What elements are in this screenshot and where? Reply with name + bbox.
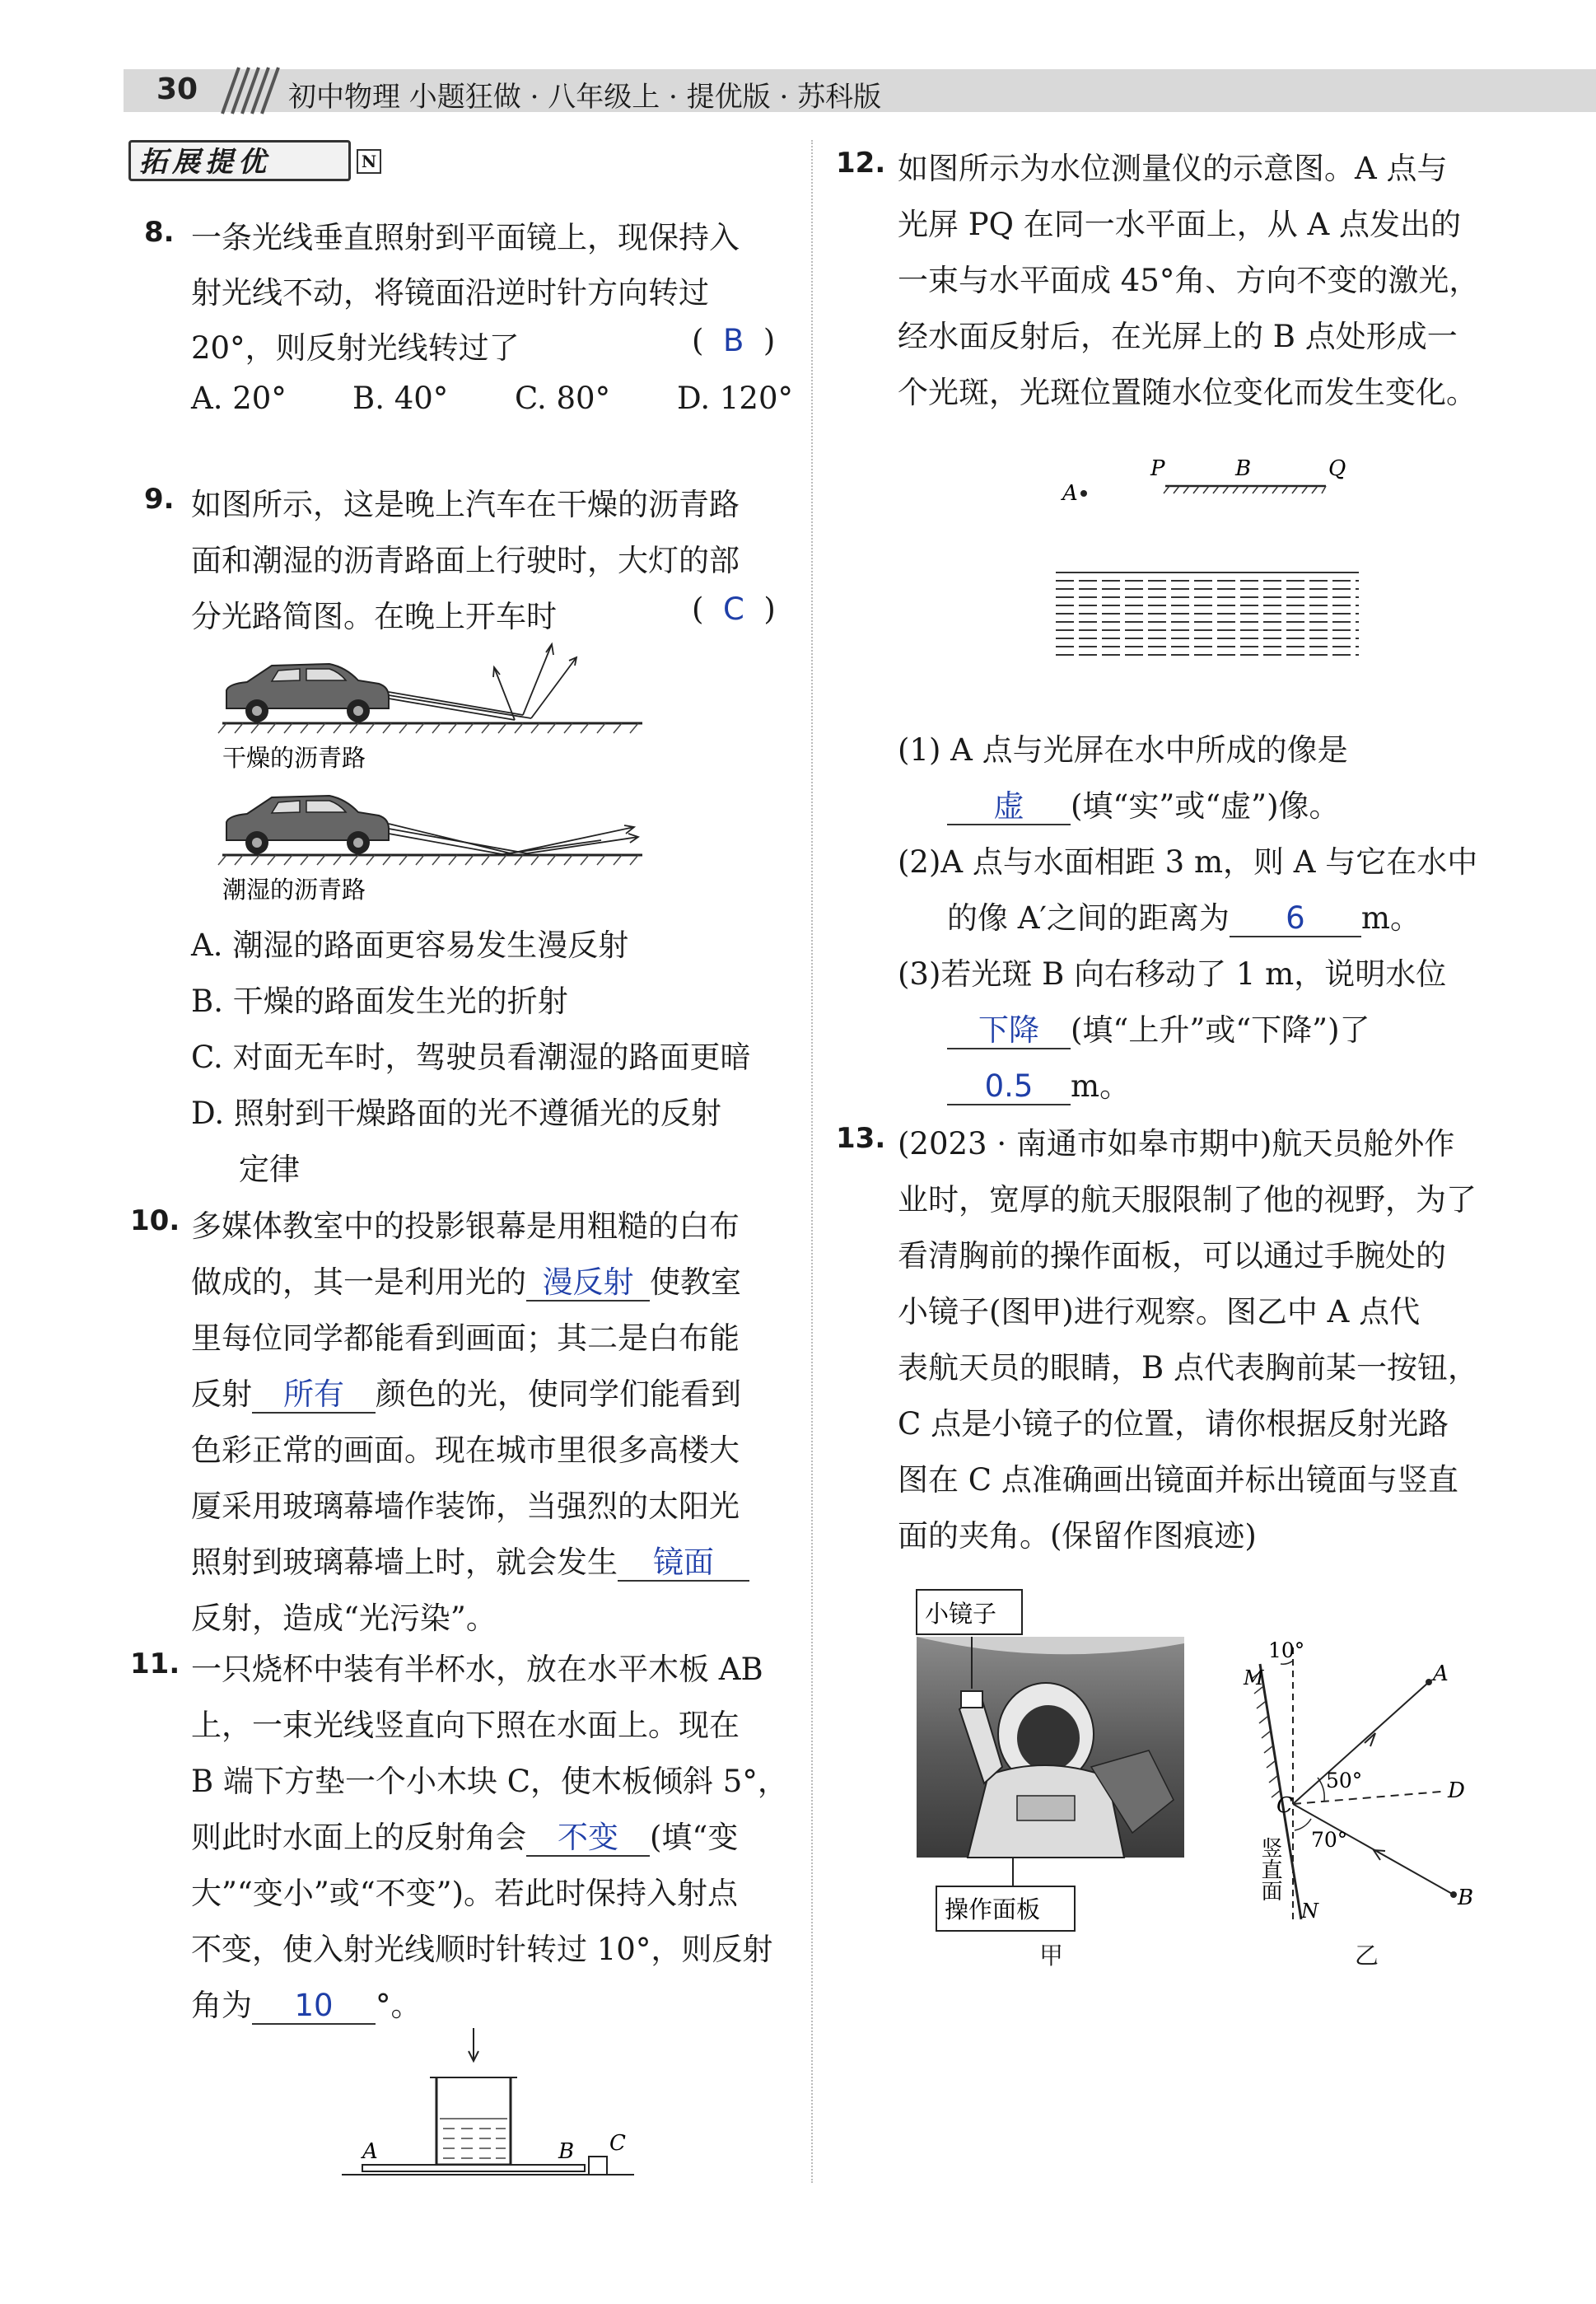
q11-line-2: 上，一束光线竖直向下照在水面上。现在	[191, 1708, 740, 1743]
q10-blank-1: 漫反射	[526, 1266, 650, 1302]
q13-line-1: (2023 · 南通市如皋市期中)航天员舱外作	[898, 1126, 1455, 1161]
n-badge-icon: N	[357, 149, 381, 174]
q13-line-2: 业时，宽厚的航天服限制了他的视野，为了	[898, 1182, 1477, 1217]
q12-line-1: 如图所示为水位测量仪的示意图。A 点与	[898, 151, 1448, 186]
column-divider	[811, 140, 813, 2183]
q13-caption-jia: 甲	[1039, 1942, 1064, 1970]
q12-sub3-line-2-text: (填“上升”或“下降”)了	[1071, 1012, 1370, 1048]
control-panel-icon	[1017, 1796, 1075, 1820]
q11-line-7b: °。	[376, 1988, 422, 2023]
q13-label-control-panel: 操作面板	[945, 1895, 1041, 1923]
q11-line-4b: (填“变	[650, 1820, 739, 1855]
q9-line-1: 如图所示，这是晚上汽车在干燥的沥青路	[191, 487, 740, 522]
q10-line-3: 里每位同学都能看到画面；其二是白布能	[191, 1320, 740, 1356]
q13-caption-yi: 乙	[1355, 1942, 1379, 1970]
q10-line-4	[191, 1369, 741, 1414]
q10-line-8: 反射，造成“光污染”。	[191, 1601, 497, 1636]
q10-line-6: 厦采用玻璃幕墙作装饰，当强烈的太阳光	[191, 1488, 740, 1524]
q13-label-vertical-plane: 竖直面	[1258, 1837, 1282, 1901]
q12-line-3: 一束与水平面成 45°角、方向不变的激光，	[898, 263, 1480, 298]
q11-line-1: 一只烧杯中装有半杯水，放在水平木板 AB	[191, 1652, 763, 1687]
q9-answer-bracket: ( C )	[692, 591, 776, 627]
q9-option-b: B. 干燥的路面发生光的折射	[191, 984, 568, 1019]
q9-option-a: A. 潮湿的路面更容易发生漫反射	[191, 928, 629, 963]
q12-water-body	[1056, 572, 1359, 655]
q11-line-5: 大”“变小”或“不变”)。若此时保持入射点	[191, 1876, 739, 1911]
q9-option-d: D. 照射到干燥路面的光不遵循光的反射	[191, 1096, 721, 1131]
q12-sub2-line-1: (2)A 点与水面相距 3 m，则 A 与它在水中	[898, 844, 1478, 880]
q12-fig-label-p: P	[1150, 456, 1165, 481]
q10-line-7	[191, 1537, 749, 1582]
q8-answer-bracket: ( B )	[692, 323, 776, 358]
q10-line-2b: 使教室	[650, 1264, 741, 1300]
q8-number: 8.	[144, 216, 175, 249]
q10-blank-3: 镜面	[618, 1546, 749, 1582]
q13-angle-50: 50°	[1326, 1769, 1363, 1792]
q13-reflection-diagram	[1235, 1639, 1515, 1928]
page-number: 30	[156, 72, 198, 106]
q8-line-1: 一条光线垂直照射到平面镜上，现保持入	[191, 220, 740, 255]
book-title: 初中物理 小题狂做 · 八年级上 · 提优版 · 苏科版	[288, 81, 882, 114]
q12-sub2-line-2	[947, 893, 1421, 937]
q8-option-a: A. 20°	[191, 381, 287, 416]
q13-line-8: 面的夹角。(保留作图痕迹)	[898, 1518, 1257, 1554]
q12-water-level-figure	[1054, 449, 1367, 671]
q11-line-4a: 则此时水面上的反射角会	[191, 1820, 526, 1855]
q13-angle-70: 70°	[1311, 1828, 1348, 1852]
wet-road-caption: 潮湿的沥青路	[222, 876, 366, 904]
q12-blank-1: 虚	[947, 790, 1071, 825]
q12-line-4: 经水面反射后，在光屏上的 B 点处形成一	[898, 319, 1458, 354]
q13-label-small-mirror: 小镜子	[925, 1600, 997, 1628]
q11-line-7a: 角为	[191, 1988, 252, 2023]
q13-astronaut-photo	[910, 1586, 1190, 1965]
wet-road-diagram	[218, 796, 642, 865]
q8-line-3: 20°，则反射光线转过了	[191, 330, 520, 366]
q13-line-6: C 点是小镜子的位置，请你根据反射光路	[898, 1406, 1449, 1442]
dry-road-diagram	[218, 644, 642, 733]
q11-blank-1: 不变	[526, 1821, 650, 1857]
q11-line-7	[191, 1980, 422, 2025]
q11-beaker-figure	[338, 2026, 642, 2183]
q13-label-d: D	[1448, 1778, 1465, 1803]
q9-number: 9.	[144, 483, 175, 516]
q13-label-n: N	[1301, 1900, 1318, 1923]
q10-line-1: 多媒体教室中的投影银幕是用粗糙的白布	[191, 1208, 740, 1244]
q9-option-c: C. 对面无车时，驾驶员看潮湿的路面更暗	[191, 1040, 751, 1075]
q12-blank-2: 6	[1230, 902, 1361, 937]
q13-line-5: 表航天员的眼睛，B 点代表胸前某一按钮，	[898, 1350, 1478, 1386]
q13-angle-10: 10°	[1268, 1639, 1305, 1662]
q12-sub1-line-2-text: (填“实”或“虚”)像。	[1071, 788, 1340, 824]
q9-line-2: 面和潮湿的沥青路面上行驶时，大灯的部	[191, 543, 740, 578]
q8-option-d: D. 120°	[677, 381, 793, 416]
q8-line-2: 射光线不动，将镜面沿逆时针方向转过	[191, 275, 709, 311]
q11-line-6: 不变，使入射光线顺时针转过 10°，则反射	[191, 1932, 773, 1967]
q12-sub3-line-2	[947, 1005, 1370, 1049]
q12-sub2-line-2-unit: m。	[1360, 900, 1421, 936]
q12-blank-3: 下降	[947, 1014, 1071, 1049]
q12-sub1-line-1: (1) A 点与光屏在水中所成的像是	[898, 732, 1348, 768]
q12-number: 12.	[836, 147, 886, 180]
q11-blank-2: 10	[252, 1989, 376, 2025]
q12-line-5: 个光斑，光斑位置随水位变化而发生变化。	[898, 375, 1477, 410]
section-label-text: 拓展提优	[139, 146, 271, 179]
q13-number: 13.	[836, 1122, 886, 1155]
q13-line-7: 图在 C 点准确画出镜面并标出镜面与竖直	[898, 1462, 1458, 1498]
q12-line-2: 光屏 PQ 在同一水平面上，从 A 点发出的	[898, 207, 1461, 242]
page-header	[124, 63, 882, 120]
normal-to-d	[1293, 1792, 1441, 1804]
q12-sub3-line-3-unit: m。	[1071, 1068, 1131, 1104]
q9-option-d-cont: 定律	[239, 1152, 300, 1187]
q9-answer: C	[722, 591, 744, 627]
q12-point-a	[1080, 490, 1087, 497]
q10-line-7a: 照射到玻璃幕墙上时，就会发生	[191, 1545, 618, 1580]
section-label	[128, 140, 377, 181]
q12-blank-4: 0.5	[947, 1070, 1071, 1105]
q13-label-c: C	[1276, 1793, 1293, 1818]
q10-line-2a: 做成的，其一是利用光的	[191, 1264, 526, 1300]
q10-line-2	[191, 1257, 741, 1302]
q12-fig-label-b: B	[1235, 456, 1252, 481]
q13-label-a: A	[1433, 1661, 1449, 1686]
q13-line-4: 小镜子(图甲)进行观察。图乙中 A 点代	[898, 1294, 1421, 1330]
header-slash-decoration	[214, 66, 288, 115]
q8-option-c: C. 80°	[515, 381, 611, 416]
q11-fig-label-c: C	[609, 2131, 626, 2156]
small-mirror-icon	[961, 1691, 982, 1708]
q12-sub3-line-3	[947, 1061, 1130, 1105]
q13-label-m: M	[1244, 1666, 1264, 1689]
q10-line-4a: 反射	[191, 1376, 252, 1412]
q9-line-3: 分光路简图。在晚上开车时	[191, 599, 557, 634]
dry-road-caption: 干燥的沥青路	[222, 744, 366, 772]
q10-number: 10.	[130, 1204, 180, 1237]
q8-answer: B	[722, 323, 744, 358]
q11-fig-label-a: A	[362, 2139, 378, 2164]
q10-line-5: 色彩正常的画面。现在城市里很多高楼大	[191, 1432, 740, 1468]
q9-road-figure	[214, 626, 659, 906]
q8-option-b: B. 40°	[352, 381, 449, 416]
q11-line-4	[191, 1812, 738, 1857]
q13-label-b: B	[1458, 1886, 1474, 1910]
q11-line-3: B 端下方垫一个小木块 C，使木板倾斜 5°，	[191, 1764, 788, 1799]
q12-sub2-line-2-text: 的像 A′之间的距离为	[947, 900, 1230, 936]
q12-sub3-line-1: (3)若光斑 B 向右移动了 1 m，说明水位	[898, 956, 1447, 992]
q13-line-3: 看清胸前的操作面板，可以通过手腕处的	[898, 1238, 1446, 1274]
q12-sub1-line-2	[947, 781, 1340, 825]
q10-line-4b: 颜色的光，使同学们能看到	[376, 1376, 741, 1412]
q10-blank-2: 所有	[252, 1378, 376, 1414]
q12-fig-label-a: A	[1062, 481, 1078, 506]
q12-fig-label-q: Q	[1328, 456, 1346, 481]
q11-number: 11.	[130, 1647, 180, 1680]
q11-fig-label-b: B	[558, 2139, 575, 2164]
